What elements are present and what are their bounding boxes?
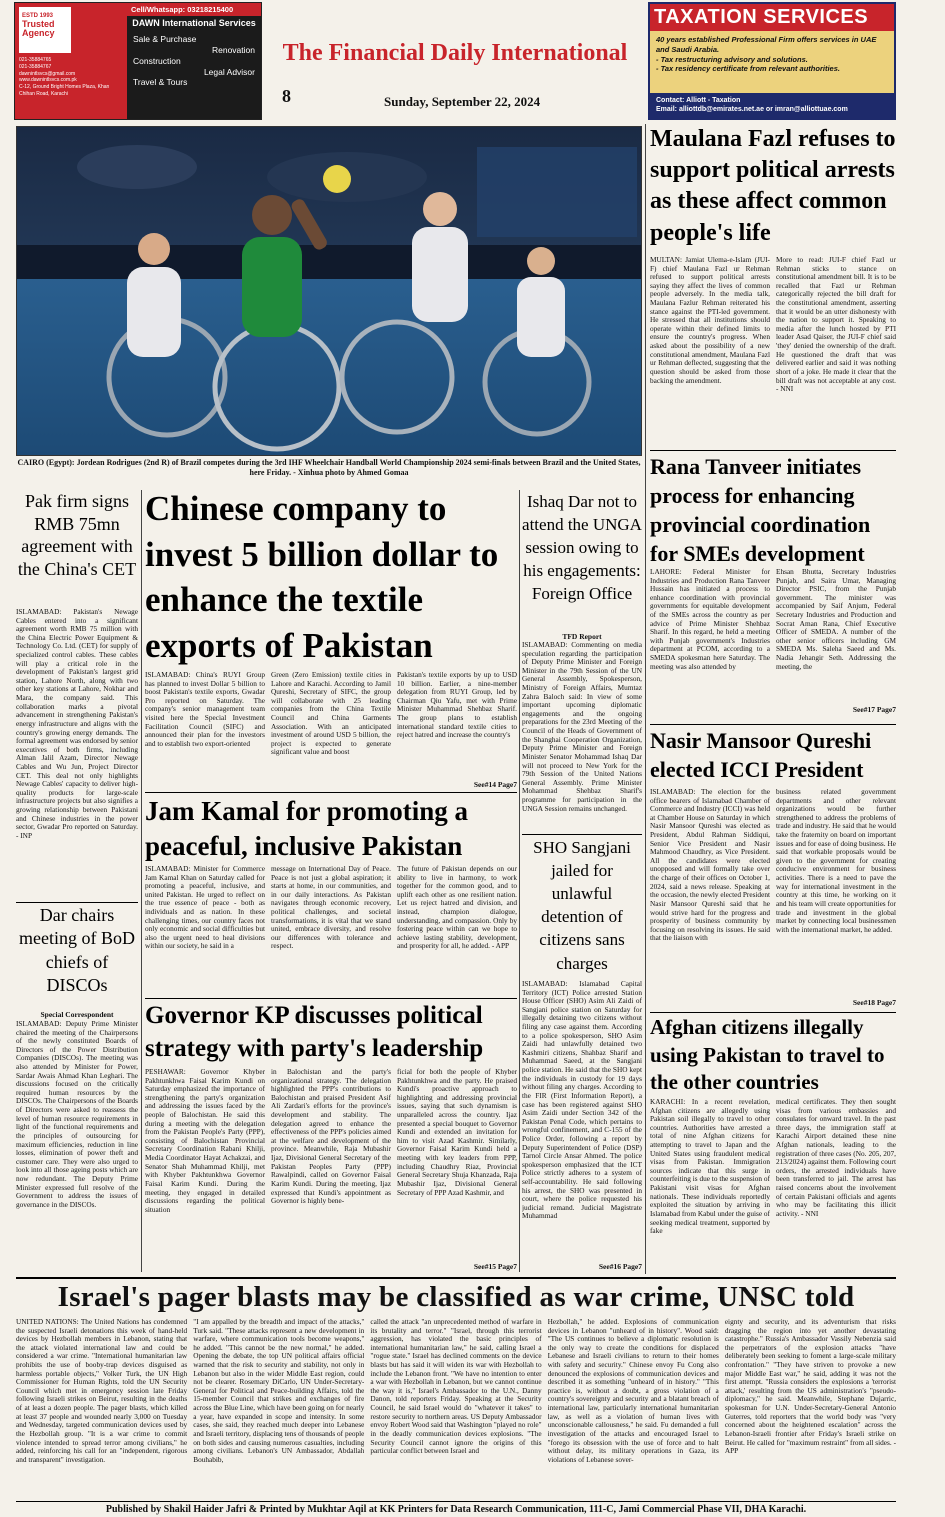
afghan-article [650,1098,896,1274]
agency-logo [19,7,71,53]
icci-continuation: See#18 Page7 [852,998,896,1007]
icci-col2: business related government departments and other relevant organizations would be further strengthened to address the problems of trade and industry. He said that he would take the fraternity on board on important issues and for ease of doing business. He said that workable proposals would be given to the government for creating conducive environment for business activities. There is a need to pave the way for international investment in the country at this time, he working on it and his team will create opportunities for trade and investment in the global market by connecting local businessmen with the international market, he added. [776,788,896,934]
jam-col2: message on International Day of Peace. Peace is not just a global aspiration; it starts at home, in our communities, and in our daily interactions. As Pakistan navigates through economic recovery, political challenges, and societal transformations, it is vital that we stand united, embrace diversity, and resolve our differences with tolerance and respect. [271,865,391,951]
divider [16,1277,896,1279]
ad-tax-body [650,31,894,93]
icci-article [650,788,896,996]
textile-col2: Green (Zero Emission) textile cities in Lahore and Karachi. According to Jamil Qureshi, Secretary of SIFC, the group will collaborate with 25 leading companies from the China Textile Council and China Garments Association. With an anticipated investment of around USD 5 billion, the project is expected to generate significant value and boost [271,671,391,757]
dawn-services-ad [14,2,262,120]
smes-headline: Rana Tanveer initiates process for enhancing provincial coordination for SMEs development [650,454,871,567]
fazl-article [650,256,896,444]
divider [522,834,642,835]
wheelchair-handball-photo [16,126,642,456]
fazl-col1: MULTAN: Jamiat Ulema-e-Islam (JUI-F) chief Maulana Fazl ur Rehman refused to support political arrests saying they affect the lives of common people adversely. In the media talk, Maulana Fazlur Rehman reiterated his stance against the PTI-led government. He stressed that all institutions should operate within their defined limits to ensure the country's progress. When asked about the possibility of a new constitutional amendment, Maulana Fazl ur Rehman deflected, suggesting that the question should be asked from those backing the amendment. [650,256,770,385]
smes-continuation: See#17 Page7 [852,705,896,714]
sho-headline: SHO Sangjani jailed for unlawful detention of citizens sans charges [533,838,631,973]
rmb-article: ISLAMABAD: Pakistan's Newage Cables entered into a significant agreement worth RMB 75 million with the China Electric Power Equipment & Technology Co. Ltd. (CET) for supply of specialized control cables. These cables will play a critical role in the development of Pakistan's largest grid station, Lahore North, along with two other key stations at Lahore, Nokhar and Mara, the company said. This collaboration marks a pivotal advancement in strengthening Pakistan's energy infrastructure and aligns with the country's growing energy demands. The formal agreement was endorsed by senior executives of both firms, including Alman Jalil Azam, Director Newage Cables and Wu Jun, Project Director CET. This deal not only highlights Newage Cables' capacity to deliver high-quality products for large-scale infrastructure projects but also signifies a growing relationship between Pakistani and Chinese industries in the power sector, Gwadar Pro reported on Saturday. - INP [16,608,138,840]
ad-whatsapp: Cell/Whatsapp: 03218215400 [127,3,261,16]
ad-service-item: Sale & Purchase [133,33,197,44]
kp-article [145,1068,517,1262]
israel-col5: eignty and security, and its adventurism that risks dragging the region into yet another devastating catastrophe." Russia's Ambassador Vassily Nebenzia said the perpetrators of the explosion attacks "have deliberately been seeking to foment a large-scale military confrontation." "They have striven to provoke a new major Middle East war," he said, adding it was not the first attempt. "Russia considers the explosions a 'terrorist attack,' resulting from the US administration's "pseudo-diplomacy," he said. Meanwhile, Stephane Dujarric, spokesman for U.N. Under-Secretary-General Antonio Guterres, told reporters that the world body was "very concerned about the heightened escalation" across the Lebanon-Israeli frontier after Friday's Israeli strike on Beirut. He called for "maximum restraint" from all sides. - APP [724,1318,897,1456]
israel-headline: Israel's pager blasts may be classified as war crime, UNSC told [57,1281,855,1313]
icci-headline: Nasir Mansoor Qureshi elected ICCI President [650,728,872,783]
ad-tax-heading: TAXATION SERVICES [650,4,894,31]
smes-article [650,568,896,706]
column-divider [519,490,520,1272]
dar-unga-article: ISLAMABAD: Commenting on media speculation regarding the participation of Deputy Prime Minister and Foreign Minister in the 79th Session of the UN General Assembly, Spokesperson, Ministry of Foreign Affairs, Mumtaz Zahra Baloch said: In view of some important upcoming diplomatic engagements and the ongoing preparations for the 23rd Meeting of the Council of the Heads of Government of the Shanghai Cooperation Organization, Deputy Prime Minister and Foreign Minister Senator Mohammad Ishaq Dar will not proceed to New York for the 79th Session of the United Nations General Assembly. Prime Minister Mohammad Shehbaz Sharif's programme for participation in the UNGA Session remains unchanged. [522,641,642,813]
rmb-headline: Pak firm signs RMB 75mn agreement with the China's CET [17,491,137,579]
textile-col1: ISLAMABAD: China's RUYI Group has planned to invest Dollar 5 billion to boost Pakistan's textile exports, Gwadar Pro reported on Saturday. The company's senior management team visited here the Special Investment Facilitation Council (SIFC) and announced their plan for the investors and to establish two export-oriented [145,671,265,748]
ad-tax-contact: Contact: Alliott - Taxation [656,97,741,104]
textile-article [145,671,517,781]
discos-headline: Dar chairs meeting of BoD chiefs of DISCOs [19,905,135,996]
ad-contact-line: dawnintlsvcs@gmail.com [19,70,76,77]
kp-col1: PESHAWAR: Governor Khyber Pakhtunkhwa Faisal Karim Kundi on Saturday emphasized the importance of strengthening the party's organization and addressing the issues faced by the people of Balochistan. He said this during a meeting with the delegation from the Pakistan People's Party (PPP), consisting of Balochistan Provincial Secretary Coordination Rabani Khilji, Media Coordinator Hayat Achakzai, and Senator Shah Muhammad Khilji, met with Khyber Pakhtunkhwa Governor Faisal Karim Kundi. During the meeting, they engaged in detailed discussions regarding the political situation [145,1068,265,1214]
afghan-col2: medical certificates. They then sought visas from various embassies and consulates for onward travel. In the past three days, the immigration staff at Karachi Airport detained these nine Afghan nationals, leading to the registration of three cases (No. 205, 207, 213/2024) against them. Following court orders, the arrested individuals have been transferred to jail. The arrest has raised concerns about the involvement of certain Pakistani officials and agents who may be facilitating this illicit activity. - NNI [776,1098,896,1218]
smes-col2: Ehsan Bhutta, Secretary Industries Punjab, and Saira Umar, Managing Director PSIC, from the Punjab government. The minister was accompanied by Saif Anjum, Federal Secretary Industries and Production and Socrat Aman Rana, Chief Executive Officer of SMEDA. A number of the other senior officers including GM SMEDA Ms. Saleha Saeed and Ms. Nadia Jehangir Seth. Addressing the meeting, the [776,568,896,671]
photo-caption: CAIRO (Egypt): Jordean Rodrigues (2nd R) of Brazil competes during the 3rd IHF Wheelchair Handball World Championship 2024 semi-finals between Brazil and the United States, here Friday. - Xinhua photo by Ahmed Gomaa [17,458,641,477]
publisher-imprint: Published by Shakil Haider Jafri & Printed by Mukhtar Aqil at KK Printers for Data Research Communication, 111-C, Jami Commercial Phase VII, DHA Karachi. [16,1501,896,1515]
ad-services [127,32,261,90]
ad-tax-line: - Tax residency certificate from relevant authorities. [656,64,840,74]
issue-date: Sunday, September 22, 2024 [384,94,541,109]
ad-service-item: Construction [133,55,181,66]
ad-contact-line: C-12, Ground Bright Homes Plaza, Khan Chihan Road, Karachi [19,84,110,97]
ad-service-item: Renovation [211,44,255,55]
afghan-headline: Afghan citizens illegally using Pakistan to travel to the other countries [650,1015,885,1095]
sho-continuation: See#16 Page7 [598,1262,642,1271]
textile-col3: Pakistan's textile exports by up to USD 10 billion. Earlier, a nine-member delegation from RUYI Group, led by Chairman Qiu Yafu, met with Prime Minister Muhammad Shehbaz Sharif. The group plans to establish international standard textile cities to reject hatred and increase the country's [397,671,517,740]
handball-photo-illustration [17,127,642,456]
ad-service-item: Travel & Tours [133,77,188,88]
israel-col2: "I am appalled by the breadth and impact of the attacks," Turk said. "These attacks represent a new development in warfare, where communication tools become weapons," he added. "This cannot be the new normal," he added. Opening the debate, the top UN political affairs official warned that the risk to security and stability, not only in Lebanon but also in the wider Middle East region, could not be clearer. Rosemary DiCarlo, UN Under-Secretary-General for Political and Peace-building Affairs, told the 15-member Council that strikes and exchanges of fire across the Blue Line, which have been going on for nearly a year, have expanded in scope and intensity. In some cases, she said, they reached much deeper into Lebanese and Israeli territory, displacing tens of thousands of people on both sides and causing numerous casualties, including among civilians. Lebanon's UN Ambassador, Abdallah Bouhabib, [193,1318,365,1464]
israel-col3: called the attack "an unprecedented method of warfare in its brutality and terror." "Israel, through this terrorist aggression, has violated the basic principles of international humanitarian law," he said, calling Israel a "rogue state." Israel has declined comments on the device blasts but has said it will widen its war with Hezbollah to include the Lebanon front. "We have no intention to enter a war with Hezbollah in Lebanon, but we cannot continue the way it is," Israel's Ambassador to the U.N., Danny Danon, told reporters Friday. Speaking at the Security Council, he said Israel would do "whatever it takes" to restore security to northern areas. US Deputy Ambassador envoy Robert Wood said that Washington "played no role" in the deadly communication devices explosions. "The Security Council cannot ignore the origins of this particular conflict between Israel and [370,1318,542,1456]
ad-contact-line: 021-35884765 [19,57,52,63]
divider [16,902,138,903]
column-divider [645,124,646,1274]
divider [650,724,896,725]
divider [650,450,896,451]
divider [650,1012,896,1013]
jam-article [145,865,517,993]
textile-headline: Chinese company to invest 5 billion dollar to enhance the textile exports of Pakistan [145,489,499,665]
kp-col2: in Balochistan and the party's organizational strategy. The delegation highlighted the PPP's contributions to Balochistan and praised President Asif Ali Zardari's efforts for the province's development and stability. The delegation agreed to enhance the effectiveness of the PPP's policies aimed at the welfare and development of the province. Meanwhile, Raja Mubashir Ijaz, Divisional General Secretary of the Pakistan Peoples Party (PPP) Rawalpindi, called on Governor Faisal Karim Kundi. During the meeting, Ijaz expressed that Kundi's appointment as Governor is highly bene- [271,1068,391,1206]
fazl-headline: Maulana Fazl refuses to support political arrests as these affect common people's life [650,126,896,246]
agency-logo-estd: ESTD 1993 [22,13,54,19]
sho-article: ISLAMABAD: Islamabad Capital Territory (ICT) Police arrested Station House Officer (SHO) Asim Ali Zaidi of Sangjani police station on Saturday for illegally detaining two citizens without filing any case against them. According to a police spokesperson, SHO Asim Zaidi had unlawfully detained two Kashmiri citizens, Shahbaz Sharif and Muhammad Saeed, at the Sangjani police station. He said that the SHO kept the individuals in custody for 19 days without filing any charges. According to the FIR (First Information Report), a case has been registered against SHO Asim Zaidi under Section 342 of the Pakistan Penal Code, which pertains to wrongful confinement, and C-155 of the Police Order, following a report by Deputy Superintendent of Police (DSP) Tarnol Circle Ansar Ahmed. The police spokesperson emphasized that the ICT Police strictly adheres to a system of self-accountability. He said following his arrest, the SHO was presented in court, where the police requested his judicial remand. Judicial Magistrate Muhammad [522,980,642,1221]
jam-headline: Jam Kamal for promoting a peaceful, inclusive Pakistan [145,796,468,861]
jam-col3: The future of Pakistan depends on our ability to live in harmony, to work together for the common good, and to uplift each other as one resilient nation. Let us reject hatred and division, and instead, champion dialogue, understanding, and compassion. Only by fostering peace within can we hope to achieve lasting stability, development, and prosperity for all, he added. - APP [397,865,517,951]
masthead [268,2,642,120]
taxation-services-ad [648,2,896,120]
textile-continuation: See#14 Page7 [473,780,517,789]
ad-tax-footer [650,93,894,120]
kp-continuation: See#15 Page7 [473,1262,517,1271]
smes-col1: LAHORE: Federal Minister for Industries and Production Rana Tanveer Hussain has initiated a process to enhance coordination with provincial governments for equitable development of the SMEs across the country as per advice of Prime Minister Shehbaz Sharif. In this regard, he held a meeting with Punjab government's Industries department at PCOM, according to a SMEDA spokesman here Saturday. The meeting was also attended by [650,568,770,671]
ad-service-item: Legal Advisor [203,66,255,77]
ad-company-name: DAWN International Services [132,18,256,28]
ad-tax-line: - Tax restructuring advisory and solutions. [656,54,808,64]
dar-unga-headline: Ishaq Dar not to attend the UNGA session owing to his engagements: Foreign Office [522,492,642,604]
ad-contact-line: 021-35884767 [19,63,52,70]
discos-byline: Special Correspondent [40,1010,114,1019]
discos-article: ISLAMABAD: Deputy Prime Minister chaired the meeting of the Chairpersons of the newly constituted Boards of Directors of the Power Distribution Companies (DISCOs). The meeting was also attended by Minister for Power, Sardar Awais Ahmad Khan Leghari. The discussions focused on the critically required human resources by the DISCOs. The Chairpersons of the Boards of Directors were asked to reassess the level of human resource requirements in light of the functional requirements and the principles of outsourcing for maximum efficiencies, reduction in line losses, elimination of power theft and customer care. They were also urged to look into all those ageing posts which are now redundant. The Deputy Prime Minister expressed full resolve of the Government to address the issues of governance in the DISCOs. [16,1020,138,1209]
ad-contact-line: www.dawnintlsvcs.com.pk [19,77,77,84]
page-number: 8 [282,86,291,106]
ad-tax-line: 40 years established Professional Firm offers services in UAE and Saudi Arabia. [656,35,877,54]
israel-article [16,1318,896,1498]
israel-col1: UNITED NATIONS: The United Nations has condemned the suspected Israeli detonations this week of hand-held devices by Hezbollah members in Lebanon, stating that the attack violated international law and could be considered a war crime. "International humanitarian law prohibits the use of booby-trap devices disguised as harmless portable objects," Volker Turk, the UN High Commissioner for Human Rights, told the UN Security Council which met in emergency session late Friday following Israeli strikes on Beirut, resulting in the deaths of at least a dozen people. The pager blasts, which killed at least 37 people and wounded nearly 3,000 on Tuesday and Wednesday, targeted communication devices used by the Hezbollah group. "It is a war crime to commit violence intended to spread terror among civilians," he added, reinforcing his call for an "independent, rigorous and transparent" investigation. [16,1318,188,1464]
divider [145,998,517,999]
icci-col1: ISLAMABAD: The election for the office bearers of Islamabad Chamber of Commerce and Industry (ICCI) was held at Chamber House on Saturday in which Nasir Mansoor Qureshi was elected as President, Abdul Rahman Siddiqui, Senior Vice President and Nasir Mahmood Chaudhry, as Vice President. All the candidates were elected unopposed and will formally take over the charge of their offices on October 1, 2024, said a news release. Speaking at the occasion, the newly elected President Nasir Mansoor Qureshi said that he would strive hard for the progress and prosperity of business community by focusing on resolving its issues. He said that the liaison with [650,788,770,943]
afghan-col1: KARACHI: In a recent revelation, Afghan citizens are allegedly using Pakistan soil illegally to travel to other countries. Authorities have arrested a total of nine Afghan citizens for attempting to travel to Japan and the United States using fraudulent medical visas from Pakistan. Immigration sources indicate that this surge in counterfeiting is due to the suspension of Pakistani visit visas for Afghan nationals. These individuals reportedly exploited the situation by arriving in Islamabad from Kabul under the guise of seeking medical treatment, supported by fake [650,1098,770,1236]
divider [145,792,517,793]
ad-tax-email: Email: alliottdb@emirates.net.ae or imran@alliottuae.com [656,106,848,114]
kp-col3: ficial for both the people of Khyber Pakhtunkhwa and the party. He praised Kundi's proactive approach to highlighting and addressing provincial issues, saying that such dynamism is unparalleled across the country. Ijaz presented a special bouquet to Governor Kundi and extended an invitation for him to visit Azad Kashmir. Similarly, Governor Faisal Karim Kundi held a meeting with key leaders from PPP, including Chaudhry Riaz, Provincial General Secretary Shuja Khanzada, Raja Mubashir Ijaz, Divisional General Secretary of PPP Azad Kashmir, and [397,1068,517,1197]
dar-unga-byline: TFD Report [562,632,602,641]
ad-dark-panel [127,3,261,119]
column-divider [141,490,142,1272]
kp-headline: Governor KP discusses political strategy with party's leadership [145,1002,484,1062]
newspaper-title: The Financial Daily International [282,40,628,66]
ad-contact-list [19,57,119,98]
agency-logo-text: Trusted Agency [22,18,55,39]
fazl-col2: More to read: JUI-F chief Fazl ur Rehman sticks to stance on constitutional amendment bill. It is to be recalled that Fazl ur Rehman categorically rejected the bill draft for the constitutional amendment, asserting that it would be an utter dishonesty with the nation to support it. Speaking to media after the lunch hosted by PTI leader Asad Qaiser, the JUI-F chief said 'they' denied the ownership of the draft. He questioned the draft that was delivered earlier and said it was nothing short of a joke. He made it clear that the bill draft was not acceptable at any cost. - NNI [776,256,896,394]
israel-col4: Hezbollah," he added. Explosions of communication devices in Lebanon "unheard of in history". Wood said: "The US continues to believe a diplomatic resolution is the only way to create the conditions for displaced Lebanese and Israeli civilians to return to their homes with safety and security." Chinese envoy Fu Cong also denounced the explosions of communication devices and described it as something "unheard of in history." "This practice is, without a doubt, a gross violation of a country's sovereignty and security and a blatant breach of international law, particularly international humanitarian law, as well as a violation of human lives with unconscionable callousness," he said. Fu demanded a full investigation of the attacks and encouraged Israel to "forego its obsession with the use of force and to halt without delay, its military operations in Gaza, its violations of Lebanese sover- [547,1318,719,1464]
jam-col1: ISLAMABAD: Minister for Commerce Jam Kamal Khan on Saturday called for promoting a peaceful, inclusive, and united Pakistan. He urged to reflect on the true essence of peace - both as individuals and as nation. In these challenging times, our country faces not only economic and social difficulties but also the urgent need to heal divisions within our society, he said in a [145,865,265,951]
